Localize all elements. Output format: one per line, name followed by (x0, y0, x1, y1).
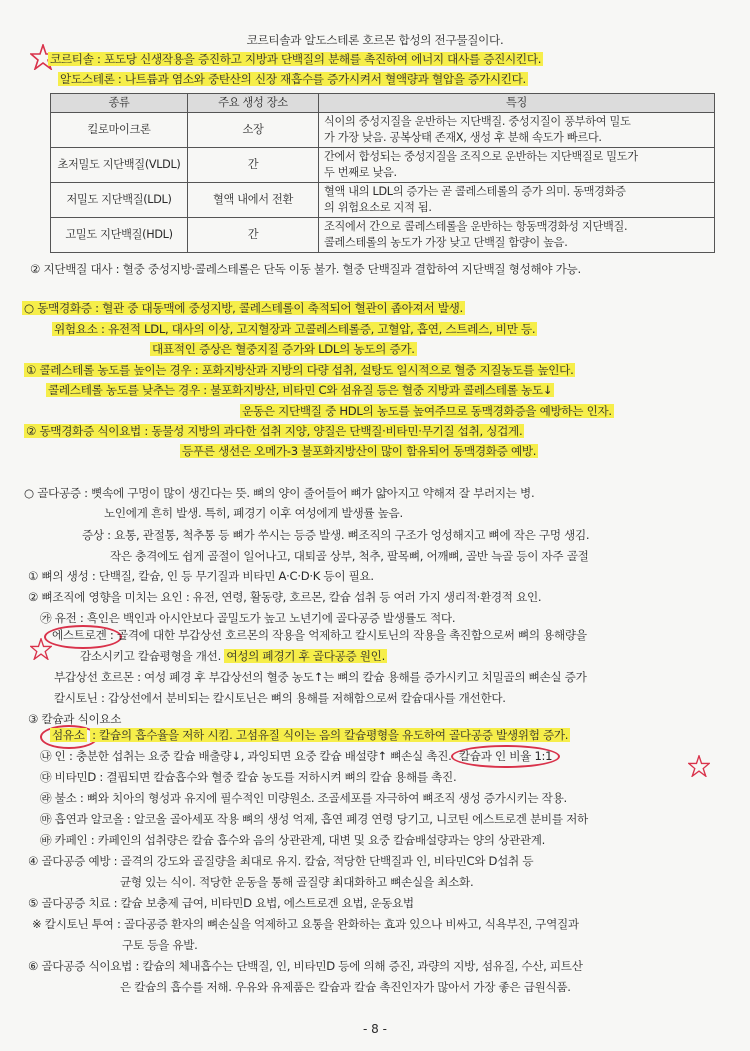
table-header: 주요 생성 장소 (188, 94, 319, 113)
cortisol-text: 코르티솔 : 포도당 신생작용을 증진하고 지방과 단백질의 분해를 촉진하여 에너지 대사를 증진시킨다. (50, 52, 542, 66)
table-cell-feature (319, 183, 715, 218)
athero-line (24, 423, 524, 440)
osteo-line: 증상 : 요통, 관절통, 척추통 등 뼈가 쑤시는 등증 발생. 뼈조직의 구조가 엉성해지고 뼈에 작은 구멍 생김. (82, 528, 590, 542)
table-cell-type: 저밀도 지단백질(LDL) (51, 183, 188, 218)
table-cell-type: 고밀도 지단백질(HDL) (51, 218, 188, 253)
table-cell-type: 초저밀도 지단백질(VLDL) (51, 148, 188, 183)
athero-line (240, 403, 614, 420)
table-cell-type: 킬로마이크론 (51, 113, 188, 148)
table-cell-feature (319, 218, 715, 253)
osteo-line: 작은 충격에도 쉽게 골절이 일어나고, 대퇴골 상부, 척추, 팔목뼈, 어깨뼈, 골반 늑골 등이 자주 골절 (110, 549, 589, 563)
osteo-text: 감소시키고 칼슘평형을 개선. (80, 649, 221, 663)
athero-text: 대표적인 증상은 혈중지질 증가와 LDL의 농도의 증가. (152, 342, 415, 356)
feature-line: 가 가장 낮음. 공복상태 존재X, 생성 후 분해 속도가 빠르다. (324, 131, 602, 144)
osteo-line (52, 627, 587, 644)
page-heading: 코르티솔과 알도스테론 호르몬 합성의 전구물질이다. (246, 33, 504, 47)
table-row (51, 113, 715, 148)
circle-annotation (451, 745, 560, 768)
osteo-line: ④ 골다공증 예방 : 골격의 강도와 골질량을 최대로 유지. 칼슘, 적당한 단백질과 인, 비타민C와 D섭취 등 (28, 854, 534, 868)
star-annotation-icon (30, 638, 52, 660)
feature-line: 식이의 중성지질을 운반하는 지단백질. 중성지질이 풍부하여 밀도 (324, 115, 631, 128)
osteo-line: 부갑상선 호르몬 : 여성 폐경 후 부갑상선의 혈중 농도↑는 뼈의 칼슘 용해를 증가시키고 치밀골의 뼈손실 증가 (54, 670, 587, 684)
table-cell-feature (319, 113, 715, 148)
feature-line: 혈액 내의 LDL의 증가는 곧 콜레스테롤의 증가 의미. 동맥경화증 (324, 185, 626, 198)
page-number: - 8 - (363, 1022, 387, 1036)
athero-line (24, 362, 575, 379)
table-cell-site: 간 (188, 218, 319, 253)
cortisol-line (48, 51, 543, 68)
athero-text: 운동은 지단백질 중 HDL의 농도를 높여주므로 동맥경화증을 예방하는 인자. (242, 404, 612, 418)
osteo-line: ② 뼈조직에 영향을 미치는 요인 : 유전, 연령, 활동량, 호르몬, 칼슘 섭취 등 여러 가지 생리적·환경적 요인. (28, 590, 542, 604)
feature-line: 간에서 합성되는 중성지질을 조직으로 운반하는 지단백질로 밀도가 (324, 150, 638, 163)
ratio-text: 칼슘과 인 비율 1:1 (458, 749, 553, 763)
fiber-term: 섬유소 (52, 728, 85, 742)
osteo-line (80, 648, 387, 665)
osteo-line (50, 727, 570, 744)
osteo-line: ○ 골다공증 : 뼛속에 구멍이 많이 생긴다는 뜻. 뼈의 양이 줄어들어 뼈가 얇아지고 약해져 잘 부러지는 병. (24, 486, 535, 500)
osteo-line: ③ 칼슘과 식이요소 (28, 712, 122, 726)
table-header-row (51, 94, 715, 113)
osteo-line: ㉲ 흡연과 알코올 : 알코올 골아세포 작용 뼈의 생성 억제, 흡연 폐경 연령 당기고, 니코틴 에스트로겐 분비를 저하 (40, 812, 588, 826)
athero-text: ① 콜레스테롤 농도를 높이는 경우 : 포화지방산과 지방의 다량 섭취, 설탕도 일시적으로 혈중 지질농도를 높인다. (26, 363, 574, 377)
feature-line: 콜레스테롤의 농도가 가장 낮고 단백질 함량이 높음. (324, 236, 568, 249)
athero-text: ② 동맥경화증 식이요법 : 동물성 지방의 과다한 섭취 지양, 양질은 단백질·비타민·무기질 섭취, 싱겁게. (26, 424, 523, 438)
osteo-line: ① 뼈의 생성 : 단백질, 칼슘, 인 등 무기질과 비타민 A·C·D·K 등이 필요. (28, 569, 374, 583)
osteo-line: ⑤ 골다공증 치료 : 칼슘 보충제 급여, 비타민D 요법, 에스트로겐 요법, 운동요법 (28, 896, 414, 910)
table-row (51, 148, 715, 183)
table-row (51, 218, 715, 253)
athero-line (52, 321, 537, 338)
osteo-text: : 칼슘의 흡수율을 저하 시킴. 고섬유질 식이는 음의 칼슘평형을 유도하여 골다공증 발생위험 증가. (92, 728, 569, 742)
table-cell-site: 혈액 내에서 전환 (188, 183, 319, 218)
athero-line (22, 300, 465, 317)
osteo-line: 은 칼슘의 흡수를 저해. 우유와 유제품은 칼슘과 칼슘 촉진인자가 많아서 가장 좋은 급원식품. (120, 980, 571, 994)
table-cell-feature (319, 148, 715, 183)
osteo-line: 노인에게 흔히 발생. 특히, 폐경기 이후 여성에게 발생률 높음. (104, 506, 403, 520)
osteo-line: 구토 등을 유발. (122, 938, 198, 952)
athero-text: ○ 동맥경화증 : 혈관 중 대동맥에 중성지방, 콜레스테롤이 축적되어 혈관이 좁아져서 발생. (24, 301, 463, 315)
osteo-line: ㉳ 카페인 : 카페인의 섭취량은 칼슘 흡수와 음의 상관관계, 대변 및 요중 칼슘배설량과는 양의 상관관계. (40, 833, 546, 847)
table-cell-site: 소장 (188, 113, 319, 148)
ratio-note (455, 748, 556, 765)
osteo-text: 여성의 폐경기 후 골다공증 원인. (226, 649, 385, 663)
athero-line (180, 443, 538, 460)
aldosterone-text: 알도스테론 : 나트륨과 염소와 중탄산의 신장 재흡수를 증가시켜서 혈액량과 혈압을 증가시킨다. (60, 72, 526, 86)
table-header: 특징 (319, 94, 715, 113)
athero-line (150, 341, 417, 358)
athero-text: 등푸른 생선은 오메가-3 불포화지방산이 많이 함유되어 동맥경화증 예방. (182, 444, 537, 458)
osteo-text: ㉯ 인 : 충분한 섭취는 요중 칼슘 배출량↓, 과잉되면 요중 칼슘 배설량↑ 뼈손실 촉진. (40, 749, 452, 763)
osteo-text: : 골격에 대한 부갑상선 호르몬의 작용을 억제하고 칼시토닌의 작용을 촉진함으로써 뼈의 용해량을 (109, 628, 587, 642)
athero-line (46, 382, 554, 399)
osteo-line: ㉱ 불소 : 뼈와 치아의 형성과 유지에 필수적인 미량원소. 조골세포를 자극하여 뼈조직 생성 증가시키는 작용. (40, 791, 567, 805)
athero-text: 콜레스테롤 농도를 낮추는 경우 : 불포화지방산, 비타민 C와 섬유질 등은 혈중 지방과 콜레스테롤 농도↓ (48, 383, 553, 397)
table-row (51, 183, 715, 218)
osteo-line: 균형 있는 식이. 적당한 운동을 통해 골질량 최대화하고 뼈손실을 최소화. (120, 875, 474, 889)
star-annotation-icon (688, 755, 710, 777)
aldosterone-line (58, 71, 528, 88)
table-cell-site: 간 (188, 148, 319, 183)
table-header: 종류 (51, 94, 188, 113)
estrogen-term: 에스트로겐 (52, 628, 107, 642)
osteo-line: ㉰ 비타민D : 결핍되면 칼슘흡수와 혈중 칼슘 농도를 저하시켜 뼈의 칼슘 용해를 촉진. (40, 770, 457, 784)
feature-line: 조직에서 간으로 콜레스테롤을 운반하는 항동맥경화성 지단백질. (324, 220, 628, 233)
feature-line: 두 번째로 낮음. (324, 166, 397, 179)
athero-text: 위험요소 : 유전적 LDL, 대사의 이상, 고지혈장과 고콜레스테롤증, 고혈압, 흡연, 스트레스, 비만 등. (54, 322, 536, 336)
osteo-line: ㉮ 유전 : 흑인은 백인과 아시안보다 골밀도가 높고 노년기에 골다공증 발생률도 적다. (40, 611, 456, 625)
feature-line: 의 위험요소로 지적 됨. (324, 201, 432, 214)
osteo-line: 칼시토닌 : 갑상선에서 분비되는 칼시토닌은 뼈의 용해를 저해함으로써 칼슘대사를 개선한다. (54, 691, 506, 705)
osteo-line (40, 748, 556, 765)
osteo-line: ※ 칼시토닌 투여 : 골다공증 환자의 뼈손실을 억제하고 요통을 완화하는 효과 있으나 비싸고, 식욕부진, 구역질과 (32, 917, 579, 931)
lipoprotein-table (50, 93, 715, 253)
lipoprotein-note: ② 지단백질 대사 : 혈중 중성지방·콜레스테롤은 단독 이동 불가. 혈중 단백질과 결합하여 지단백질 형성해야 가능. (30, 262, 581, 276)
osteo-line: ⑥ 골다공증 식이요법 : 칼슘의 체내흡수는 단백질, 인, 비타민D 등에 의해 증진, 과량의 지방, 섬유질, 수산, 피트산 (28, 959, 583, 973)
